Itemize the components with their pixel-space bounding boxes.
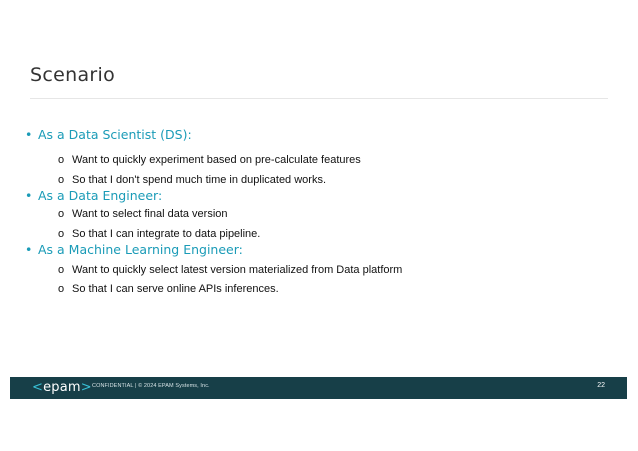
role-label: As a Machine Learning Engineer: bbox=[38, 242, 243, 257]
bullet-icon: • bbox=[25, 127, 33, 142]
epam-logo bbox=[32, 380, 92, 395]
list-item-text: Want to select final data version bbox=[72, 208, 228, 220]
bullet-icon: • bbox=[25, 242, 33, 257]
circle-bullet-icon: o bbox=[58, 264, 65, 276]
list-item-text: So that I can serve online APIs inferences. bbox=[72, 283, 279, 295]
list-item-text: Want to quickly experiment based on pre-calculate features bbox=[72, 154, 361, 166]
circle-bullet-icon: o bbox=[58, 174, 65, 186]
role-ml-engineer bbox=[25, 242, 243, 257]
circle-bullet-icon: o bbox=[58, 154, 65, 166]
list-item bbox=[58, 264, 402, 276]
role-data-scientist bbox=[25, 127, 192, 142]
role-data-engineer bbox=[25, 188, 162, 203]
circle-bullet-icon: o bbox=[58, 283, 65, 295]
role-label: As a Data Scientist (DS): bbox=[38, 127, 192, 142]
list-item-text: Want to quickly select latest version materialized from Data platform bbox=[72, 264, 403, 276]
list-item bbox=[58, 283, 279, 295]
list-item bbox=[58, 154, 361, 166]
role-label: As a Data Engineer: bbox=[38, 188, 163, 203]
slide-title: Scenario bbox=[30, 64, 115, 86]
list-item bbox=[58, 174, 326, 186]
circle-bullet-icon: o bbox=[58, 208, 65, 220]
list-item-text: So that I don't spend much time in duplicated works. bbox=[72, 174, 327, 186]
footer-bar bbox=[10, 377, 627, 399]
title-divider bbox=[30, 98, 608, 99]
logo-bracket-left: < bbox=[32, 380, 44, 395]
circle-bullet-icon: o bbox=[58, 228, 65, 240]
confidential-notice: CONFIDENTIAL | © 2024 EPAM Systems, Inc. bbox=[92, 383, 210, 389]
list-item bbox=[58, 208, 228, 220]
list-item bbox=[58, 228, 260, 240]
logo-text: epam bbox=[43, 380, 81, 395]
list-item-text: So that I can integrate to data pipeline. bbox=[72, 228, 261, 240]
logo-bracket-right: > bbox=[80, 380, 92, 395]
page-number: 22 bbox=[597, 382, 605, 389]
bullet-icon: • bbox=[25, 188, 33, 203]
